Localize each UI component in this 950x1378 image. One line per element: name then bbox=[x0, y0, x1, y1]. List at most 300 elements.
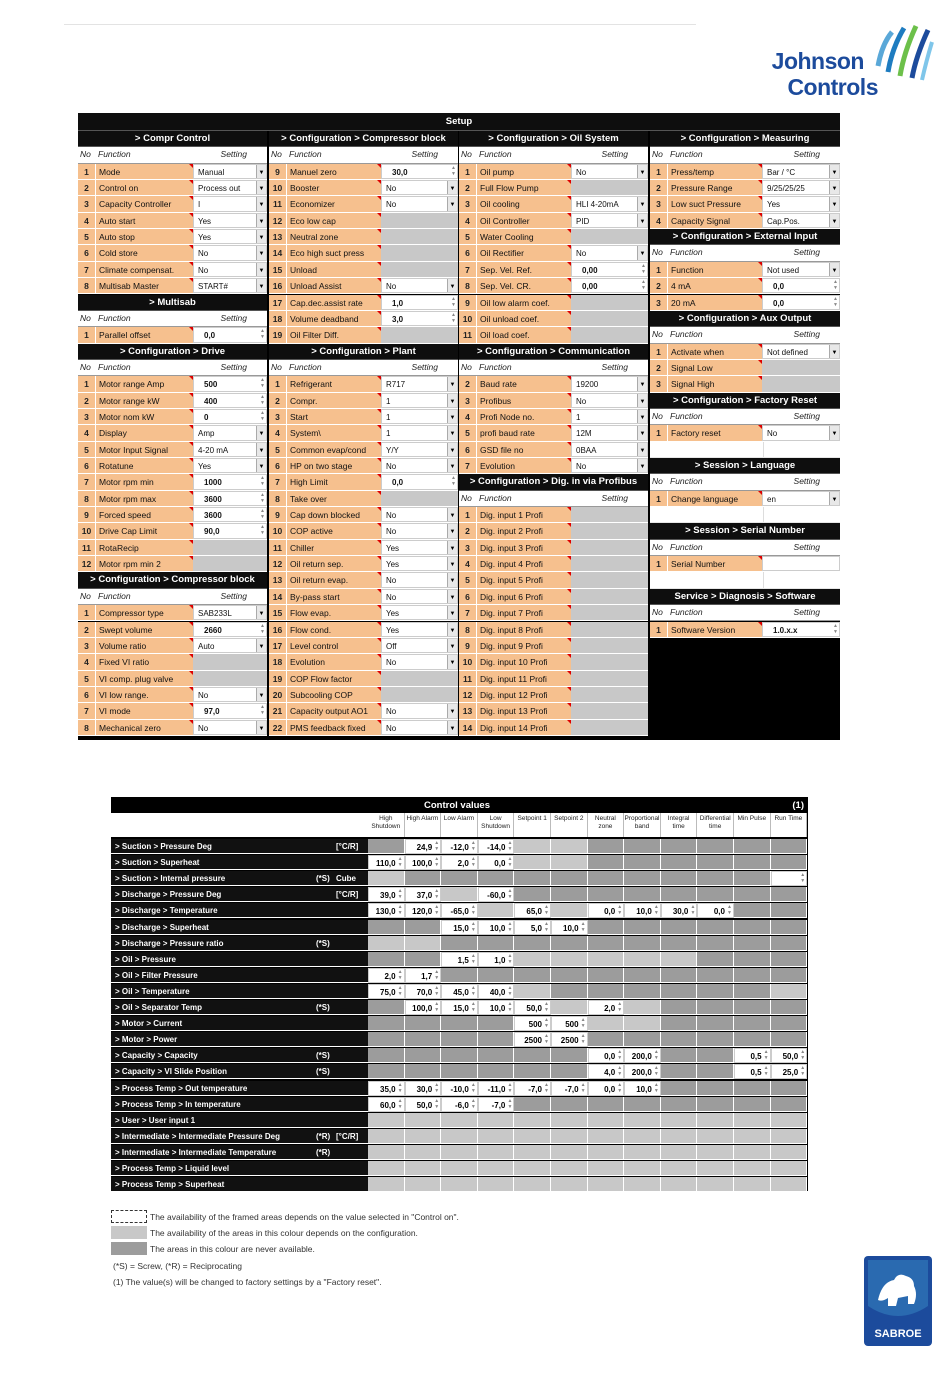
row-number: 4 bbox=[459, 409, 476, 424]
setting-field[interactable] bbox=[381, 622, 458, 637]
chevron-down-icon[interactable]: ▼ bbox=[637, 197, 647, 210]
setting-field[interactable] bbox=[762, 344, 840, 359]
setting-field[interactable] bbox=[381, 507, 458, 522]
control-value-cell[interactable] bbox=[478, 1081, 515, 1096]
spinner-icon[interactable]: ▲ ▼ bbox=[260, 377, 265, 390]
chevron-down-icon[interactable]: ▼ bbox=[829, 345, 839, 358]
control-value-cell[interactable] bbox=[624, 903, 661, 918]
chevron-down-icon[interactable]: ▼ bbox=[447, 721, 457, 734]
chevron-down-icon[interactable]: ▼ bbox=[256, 279, 266, 292]
setting-field[interactable] bbox=[193, 491, 267, 506]
col-no-label: No bbox=[652, 149, 663, 160]
spinner-icon[interactable]: ▲ ▼ bbox=[833, 279, 838, 292]
spinner-icon[interactable]: ▲ ▼ bbox=[653, 1081, 659, 1094]
setting-field[interactable] bbox=[762, 425, 840, 440]
setting-field[interactable] bbox=[381, 605, 458, 620]
spinner-icon[interactable]: ▲ ▼ bbox=[451, 164, 456, 177]
chevron-down-icon[interactable]: ▼ bbox=[447, 443, 457, 456]
setting-field[interactable] bbox=[193, 687, 267, 702]
setting-field[interactable] bbox=[193, 622, 267, 637]
setting-field[interactable] bbox=[193, 638, 267, 653]
control-value-cell[interactable] bbox=[624, 1048, 661, 1063]
spinner-icon[interactable]: ▲ ▼ bbox=[397, 1081, 403, 1094]
spinner-icon[interactable]: ▲ ▼ bbox=[507, 952, 513, 965]
section-title: > Configuration > Dig. in via Profibus bbox=[459, 474, 648, 490]
spinner-icon[interactable]: ▲ ▼ bbox=[397, 888, 403, 901]
control-value-cell[interactable] bbox=[405, 1000, 442, 1015]
spinner-icon[interactable]: ▲ ▼ bbox=[434, 1081, 440, 1094]
control-value-cell[interactable] bbox=[368, 984, 405, 999]
row-function bbox=[667, 278, 762, 293]
chevron-down-icon[interactable]: ▼ bbox=[447, 541, 457, 554]
chevron-down-icon[interactable]: ▼ bbox=[829, 197, 839, 210]
setting-field[interactable] bbox=[381, 720, 458, 735]
control-value-cell[interactable] bbox=[588, 903, 625, 918]
control-value-cell[interactable] bbox=[478, 839, 515, 854]
control-value-cell[interactable] bbox=[441, 984, 478, 999]
control-value-cell[interactable] bbox=[514, 1000, 551, 1015]
setting-field[interactable] bbox=[381, 311, 458, 326]
chevron-down-icon[interactable]: ▼ bbox=[447, 623, 457, 636]
setting-field[interactable] bbox=[193, 474, 267, 489]
setting-field[interactable] bbox=[381, 654, 458, 669]
chevron-down-icon[interactable]: ▼ bbox=[256, 246, 266, 259]
control-value-cell[interactable] bbox=[514, 1016, 551, 1031]
control-value-cell[interactable] bbox=[514, 1081, 551, 1096]
spinner-icon[interactable]: ▲ ▼ bbox=[763, 1049, 769, 1062]
setting-field[interactable] bbox=[193, 703, 267, 718]
chevron-down-icon[interactable]: ▼ bbox=[447, 590, 457, 603]
row-function bbox=[476, 458, 571, 473]
spinner-icon[interactable]: ▲ ▼ bbox=[580, 1017, 586, 1030]
setting-field[interactable] bbox=[193, 278, 267, 293]
spinner-icon[interactable]: ▲ ▼ bbox=[580, 1081, 586, 1094]
control-value-cell bbox=[514, 952, 551, 967]
row-number: 11 bbox=[78, 540, 95, 555]
setup-row bbox=[650, 507, 840, 523]
control-value-cell[interactable] bbox=[405, 1097, 442, 1112]
setting-field[interactable] bbox=[381, 540, 458, 555]
control-value-cell[interactable] bbox=[551, 920, 588, 935]
chevron-down-icon[interactable]: ▼ bbox=[637, 394, 647, 407]
spinner-icon[interactable]: ▲ ▼ bbox=[470, 904, 476, 917]
spinner-icon[interactable]: ▲ ▼ bbox=[544, 1017, 549, 1030]
column-header-row bbox=[650, 474, 840, 490]
spinner-icon[interactable]: ▲ ▼ bbox=[260, 475, 265, 488]
row-number: 9 bbox=[269, 507, 286, 522]
spinner-icon[interactable]: ▲ ▼ bbox=[580, 1033, 586, 1046]
spinner-icon[interactable]: ▲ ▼ bbox=[470, 856, 476, 869]
setting-field[interactable] bbox=[762, 262, 840, 277]
chevron-down-icon[interactable]: ▼ bbox=[256, 459, 266, 472]
spinner-icon[interactable]: ▲ ▼ bbox=[260, 409, 265, 422]
setting-field[interactable] bbox=[571, 196, 648, 211]
spinner-icon[interactable]: ▲ ▼ bbox=[507, 1097, 513, 1110]
setting-field[interactable] bbox=[571, 442, 648, 457]
spinner-icon[interactable]: ▲ ▼ bbox=[434, 1001, 440, 1013]
spinner-icon[interactable]: ▲ ▼ bbox=[617, 1065, 623, 1078]
control-value-cell[interactable] bbox=[405, 839, 442, 854]
spinner-icon[interactable]: ▲ ▼ bbox=[434, 888, 440, 901]
chevron-down-icon[interactable]: ▼ bbox=[637, 410, 647, 423]
chevron-down-icon[interactable]: ▼ bbox=[447, 524, 457, 537]
control-value-cell[interactable] bbox=[478, 920, 515, 935]
setting-field[interactable] bbox=[193, 720, 267, 735]
spinner-icon[interactable]: ▲ ▼ bbox=[617, 904, 623, 917]
section-title: > Multisab bbox=[78, 295, 267, 311]
setting-field[interactable] bbox=[381, 474, 458, 489]
control-value-cell[interactable] bbox=[478, 1097, 515, 1112]
control-value-cell[interactable] bbox=[551, 1032, 588, 1047]
spinner-icon[interactable]: ▲ ▼ bbox=[470, 952, 476, 965]
chevron-down-icon[interactable]: ▼ bbox=[447, 508, 457, 521]
spinner-icon[interactable]: ▲ ▼ bbox=[544, 1001, 549, 1013]
chevron-down-icon[interactable]: ▼ bbox=[637, 246, 647, 259]
setting-field[interactable] bbox=[381, 376, 458, 391]
setting-field[interactable] bbox=[381, 572, 458, 587]
setting-field[interactable] bbox=[762, 491, 840, 506]
setting-field[interactable] bbox=[193, 180, 267, 195]
setting-field[interactable] bbox=[571, 409, 648, 424]
chevron-down-icon[interactable]: ▼ bbox=[447, 639, 457, 652]
function-label: PMS feedback fixed bbox=[290, 722, 366, 733]
control-value-cell[interactable] bbox=[734, 1048, 771, 1063]
row-function bbox=[95, 180, 193, 195]
spinner-icon[interactable]: ▲ ▼ bbox=[470, 1097, 476, 1110]
spinner-icon[interactable]: ▲ ▼ bbox=[800, 1065, 806, 1078]
spinner-icon[interactable]: ▲ ▼ bbox=[260, 524, 265, 537]
control-value-cell[interactable] bbox=[588, 1064, 625, 1079]
spinner-icon[interactable]: ▲ ▼ bbox=[434, 1097, 440, 1110]
spinner-icon[interactable]: ▲ ▼ bbox=[260, 491, 265, 504]
chevron-down-icon[interactable]: ▼ bbox=[256, 688, 266, 701]
chevron-down-icon[interactable]: ▼ bbox=[256, 721, 266, 734]
control-value-cell[interactable] bbox=[405, 855, 442, 870]
chevron-down-icon[interactable]: ▼ bbox=[256, 443, 266, 456]
setting-field[interactable] bbox=[381, 442, 458, 457]
chevron-down-icon[interactable]: ▼ bbox=[256, 606, 266, 619]
spinner-icon[interactable]: ▲ ▼ bbox=[507, 856, 513, 869]
control-value-cell[interactable] bbox=[771, 1064, 808, 1079]
spinner-icon[interactable]: ▲ ▼ bbox=[260, 393, 265, 406]
row-number: 3 bbox=[650, 196, 667, 211]
control-value-cell[interactable] bbox=[771, 1048, 808, 1063]
control-value-cell[interactable] bbox=[514, 1032, 551, 1047]
control-value-cell[interactable] bbox=[441, 1000, 478, 1015]
chevron-down-icon[interactable]: ▼ bbox=[447, 606, 457, 619]
setting-field[interactable] bbox=[571, 213, 648, 228]
spinner-icon[interactable]: ▲ ▼ bbox=[800, 1049, 806, 1062]
setting-field[interactable] bbox=[193, 523, 267, 538]
chevron-down-icon[interactable]: ▼ bbox=[256, 639, 266, 652]
spinner-icon[interactable]: ▲ ▼ bbox=[260, 622, 265, 635]
setting-field[interactable] bbox=[381, 164, 458, 179]
control-value-cell[interactable] bbox=[405, 1081, 442, 1096]
setting-field[interactable] bbox=[762, 164, 840, 179]
spinner-icon[interactable]: ▲ ▼ bbox=[470, 1081, 476, 1094]
setting-field[interactable] bbox=[762, 213, 840, 228]
setting-field[interactable] bbox=[193, 229, 267, 244]
control-value-cell[interactable] bbox=[624, 1064, 661, 1079]
row-number: 10 bbox=[459, 654, 476, 669]
spinner-icon[interactable]: ▲ ▼ bbox=[434, 840, 440, 852]
spinner-icon[interactable]: ▲ ▼ bbox=[617, 1001, 623, 1013]
setting-field[interactable] bbox=[381, 589, 458, 604]
setting-field[interactable] bbox=[193, 425, 267, 440]
setting-field[interactable] bbox=[193, 196, 267, 211]
spinner-icon[interactable]: ▲ ▼ bbox=[451, 295, 456, 308]
chevron-down-icon[interactable]: ▼ bbox=[829, 492, 839, 505]
setting-field[interactable] bbox=[762, 278, 840, 293]
setting-field[interactable] bbox=[193, 245, 267, 260]
control-value-cell[interactable] bbox=[441, 855, 478, 870]
setting-field[interactable] bbox=[381, 278, 458, 293]
control-value: 0,5 bbox=[750, 1052, 762, 1062]
control-value-cell bbox=[514, 1145, 551, 1160]
spinner-icon[interactable]: ▲ ▼ bbox=[397, 968, 403, 981]
spinner-icon[interactable]: ▲ ▼ bbox=[470, 1001, 476, 1013]
spinner-icon[interactable]: ▲ ▼ bbox=[434, 984, 440, 997]
setting-field[interactable] bbox=[381, 638, 458, 653]
setting-field[interactable] bbox=[193, 605, 267, 620]
spinner-icon[interactable]: ▲ ▼ bbox=[507, 1081, 513, 1094]
chevron-down-icon[interactable]: ▼ bbox=[447, 426, 457, 439]
spinner-icon[interactable]: ▲ ▼ bbox=[544, 1081, 549, 1094]
control-value: 15,0 bbox=[453, 923, 469, 933]
control-value-cell[interactable] bbox=[368, 887, 405, 902]
setting-field[interactable] bbox=[571, 393, 648, 408]
control-value-cell bbox=[734, 871, 771, 886]
chevron-down-icon[interactable]: ▼ bbox=[637, 426, 647, 439]
control-value-cell[interactable] bbox=[551, 1081, 588, 1096]
col-no-label: No bbox=[271, 149, 282, 160]
control-value-cell[interactable] bbox=[624, 1081, 661, 1096]
chevron-down-icon[interactable]: ▼ bbox=[447, 377, 457, 390]
setting-field[interactable] bbox=[381, 703, 458, 718]
setting-field[interactable] bbox=[571, 278, 648, 293]
setting-field[interactable] bbox=[193, 327, 267, 342]
spinner-icon[interactable]: ▲ ▼ bbox=[833, 295, 838, 308]
setting-field[interactable] bbox=[762, 295, 840, 310]
spinner-icon[interactable]: ▲ ▼ bbox=[653, 1049, 659, 1062]
spinner-icon[interactable]: ▲ ▼ bbox=[260, 704, 265, 717]
spinner-icon[interactable]: ▲ ▼ bbox=[617, 1049, 623, 1062]
chevron-down-icon[interactable]: ▼ bbox=[637, 443, 647, 456]
setting-field[interactable] bbox=[762, 196, 840, 211]
spinner-icon[interactable]: ▲ ▼ bbox=[507, 888, 513, 901]
spinner-icon[interactable]: ▲ ▼ bbox=[763, 1065, 769, 1078]
setting-field[interactable] bbox=[381, 425, 458, 440]
chevron-down-icon[interactable]: ▼ bbox=[256, 214, 266, 227]
spinner-icon[interactable]: ▲ ▼ bbox=[260, 328, 265, 341]
row-function bbox=[95, 262, 193, 277]
spinner-icon[interactable]: ▲ ▼ bbox=[434, 904, 440, 917]
function-label: Capacity Signal bbox=[671, 215, 731, 226]
chevron-down-icon[interactable]: ▼ bbox=[256, 263, 266, 276]
spinner-icon[interactable]: ▲ ▼ bbox=[544, 1033, 549, 1046]
setting-value: Amp bbox=[198, 429, 215, 439]
setting-field[interactable] bbox=[571, 262, 648, 277]
spinner-icon[interactable]: ▲ ▼ bbox=[397, 1097, 403, 1110]
control-value-cell[interactable] bbox=[441, 839, 478, 854]
spinner-icon[interactable]: ▲ ▼ bbox=[470, 920, 476, 933]
chevron-down-icon[interactable]: ▼ bbox=[447, 557, 457, 570]
setting-field[interactable] bbox=[381, 556, 458, 571]
control-value-cell[interactable] bbox=[368, 1097, 405, 1112]
control-value-cell[interactable] bbox=[368, 855, 405, 870]
chevron-down-icon[interactable]: ▼ bbox=[447, 573, 457, 586]
row-function bbox=[286, 409, 381, 424]
control-value-cell[interactable] bbox=[771, 871, 808, 886]
chevron-down-icon[interactable]: ▼ bbox=[829, 165, 839, 178]
chevron-down-icon[interactable]: ▼ bbox=[637, 377, 647, 390]
spinner-icon[interactable]: ▲ ▼ bbox=[260, 508, 265, 521]
chevron-down-icon[interactable]: ▼ bbox=[829, 426, 839, 439]
setting-field[interactable] bbox=[381, 523, 458, 538]
control-value: 50,0 bbox=[526, 1004, 542, 1013]
control-value-cell[interactable] bbox=[588, 1048, 625, 1063]
spinner-icon[interactable]: ▲ ▼ bbox=[727, 904, 732, 917]
setting-field[interactable] bbox=[193, 458, 267, 473]
setting-field[interactable] bbox=[381, 196, 458, 211]
row-function bbox=[476, 589, 571, 604]
control-value-cell[interactable] bbox=[551, 1016, 588, 1031]
spinner-icon[interactable]: ▲ ▼ bbox=[544, 920, 549, 933]
chevron-down-icon[interactable]: ▼ bbox=[447, 394, 457, 407]
control-value-cell[interactable] bbox=[405, 984, 442, 999]
spinner-icon[interactable]: ▲ ▼ bbox=[800, 872, 806, 885]
spinner-icon[interactable]: ▲ ▼ bbox=[451, 311, 456, 324]
spinner-icon[interactable]: ▲ ▼ bbox=[507, 920, 513, 933]
spinner-icon[interactable]: ▲ ▼ bbox=[507, 1001, 513, 1013]
setting-field[interactable] bbox=[762, 556, 840, 571]
row-number: 9 bbox=[459, 638, 476, 653]
spinner-icon[interactable]: ▲ ▼ bbox=[833, 622, 838, 635]
control-value-cell[interactable] bbox=[588, 1081, 625, 1096]
control-value-cell[interactable] bbox=[441, 1097, 478, 1112]
chevron-down-icon[interactable]: ▼ bbox=[829, 214, 839, 227]
setting-field[interactable] bbox=[193, 376, 267, 391]
spinner-icon[interactable]: ▲ ▼ bbox=[434, 968, 440, 981]
setting-field[interactable] bbox=[571, 458, 648, 473]
setting-field[interactable] bbox=[193, 262, 267, 277]
spinner-icon[interactable]: ▲ ▼ bbox=[653, 1065, 659, 1078]
setting-field[interactable] bbox=[193, 409, 267, 424]
setting-field[interactable] bbox=[193, 507, 267, 522]
spinner-icon[interactable]: ▲ ▼ bbox=[470, 840, 476, 852]
spinner-icon[interactable]: ▲ ▼ bbox=[451, 475, 456, 488]
setting-field[interactable] bbox=[762, 622, 840, 637]
setting-field[interactable] bbox=[381, 295, 458, 310]
control-value-cell[interactable] bbox=[441, 903, 478, 918]
spinner-icon[interactable]: ▲ ▼ bbox=[434, 856, 440, 869]
setting-field[interactable] bbox=[571, 164, 648, 179]
chevron-down-icon[interactable]: ▼ bbox=[637, 214, 647, 227]
setting-field[interactable] bbox=[381, 409, 458, 424]
spinner-icon[interactable]: ▲ ▼ bbox=[507, 984, 513, 997]
chevron-down-icon[interactable]: ▼ bbox=[829, 181, 839, 194]
setting-field[interactable] bbox=[193, 393, 267, 408]
control-value-cell[interactable] bbox=[405, 903, 442, 918]
chevron-down-icon[interactable]: ▼ bbox=[256, 197, 266, 210]
setting-field[interactable] bbox=[381, 180, 458, 195]
control-value-cell[interactable] bbox=[405, 887, 442, 902]
spinner-icon[interactable]: ▲ ▼ bbox=[397, 904, 403, 917]
spinner-icon[interactable]: ▲ ▼ bbox=[641, 262, 646, 275]
setting-field[interactable] bbox=[193, 213, 267, 228]
chevron-down-icon[interactable]: ▼ bbox=[447, 704, 457, 717]
spinner-icon[interactable]: ▲ ▼ bbox=[397, 984, 403, 997]
control-value-cell[interactable] bbox=[697, 903, 734, 918]
chevron-down-icon[interactable]: ▼ bbox=[256, 181, 266, 194]
control-value-cell[interactable] bbox=[478, 1000, 515, 1015]
chevron-down-icon[interactable]: ▼ bbox=[447, 410, 457, 423]
chevron-down-icon[interactable]: ▼ bbox=[447, 655, 457, 668]
control-value-cell[interactable] bbox=[478, 984, 515, 999]
chevron-down-icon[interactable]: ▼ bbox=[637, 459, 647, 472]
control-value-cell[interactable] bbox=[441, 952, 478, 967]
control-value-cell[interactable] bbox=[478, 952, 515, 967]
control-value-cell[interactable] bbox=[368, 1081, 405, 1096]
control-value-cell[interactable] bbox=[478, 887, 515, 902]
spinner-icon[interactable]: ▲ ▼ bbox=[690, 904, 696, 917]
spinner-icon[interactable]: ▲ ▼ bbox=[641, 279, 646, 292]
control-value-cell[interactable] bbox=[661, 903, 698, 918]
spinner-icon[interactable]: ▲ ▼ bbox=[397, 856, 403, 869]
polar-bear-icon bbox=[864, 1256, 932, 1326]
control-value-cell[interactable] bbox=[441, 1081, 478, 1096]
spinner-icon[interactable]: ▲ ▼ bbox=[617, 1081, 623, 1094]
function-label: Motor Input Signal bbox=[99, 444, 168, 455]
spinner-icon[interactable]: ▲ ▼ bbox=[544, 904, 549, 917]
setting-field[interactable] bbox=[571, 425, 648, 440]
chevron-down-icon[interactable]: ▼ bbox=[256, 165, 266, 178]
control-value-cell[interactable] bbox=[368, 968, 405, 983]
control-value-cell[interactable] bbox=[441, 920, 478, 935]
setting-field[interactable] bbox=[571, 376, 648, 391]
setting-field[interactable] bbox=[571, 245, 648, 260]
chevron-down-icon[interactable]: ▼ bbox=[256, 230, 266, 243]
spinner-icon[interactable]: ▲ ▼ bbox=[580, 920, 586, 933]
control-value-cell[interactable] bbox=[405, 968, 442, 983]
spinner-icon[interactable]: ▲ ▼ bbox=[653, 904, 659, 917]
chevron-down-icon[interactable]: ▼ bbox=[829, 263, 839, 276]
control-value-cell[interactable] bbox=[478, 855, 515, 870]
setting-field[interactable] bbox=[193, 442, 267, 457]
row-label: > Oil > Separator Temp bbox=[115, 1003, 202, 1012]
control-value-cell bbox=[624, 871, 661, 886]
chevron-down-icon[interactable]: ▼ bbox=[447, 181, 457, 194]
control-value-cell[interactable] bbox=[514, 920, 551, 935]
setting-field[interactable] bbox=[381, 458, 458, 473]
spinner-icon[interactable]: ▲ ▼ bbox=[507, 840, 513, 852]
setting-field[interactable] bbox=[762, 180, 840, 195]
chevron-down-icon[interactable]: ▼ bbox=[447, 279, 457, 292]
chevron-down-icon[interactable]: ▼ bbox=[447, 197, 457, 210]
control-value-cell[interactable] bbox=[734, 1064, 771, 1079]
setup-row bbox=[269, 229, 458, 245]
chevron-down-icon[interactable]: ▼ bbox=[637, 165, 647, 178]
chevron-down-icon[interactable]: ▼ bbox=[256, 426, 266, 439]
control-value-cell[interactable] bbox=[514, 903, 551, 918]
chevron-down-icon[interactable]: ▼ bbox=[447, 459, 457, 472]
spinner-icon[interactable]: ▲ ▼ bbox=[470, 984, 476, 997]
control-value-cell bbox=[624, 1177, 661, 1192]
control-value-cell[interactable] bbox=[588, 1000, 625, 1015]
setting-field[interactable] bbox=[193, 164, 267, 179]
setting-field[interactable] bbox=[381, 393, 458, 408]
control-value-cell[interactable] bbox=[368, 903, 405, 918]
